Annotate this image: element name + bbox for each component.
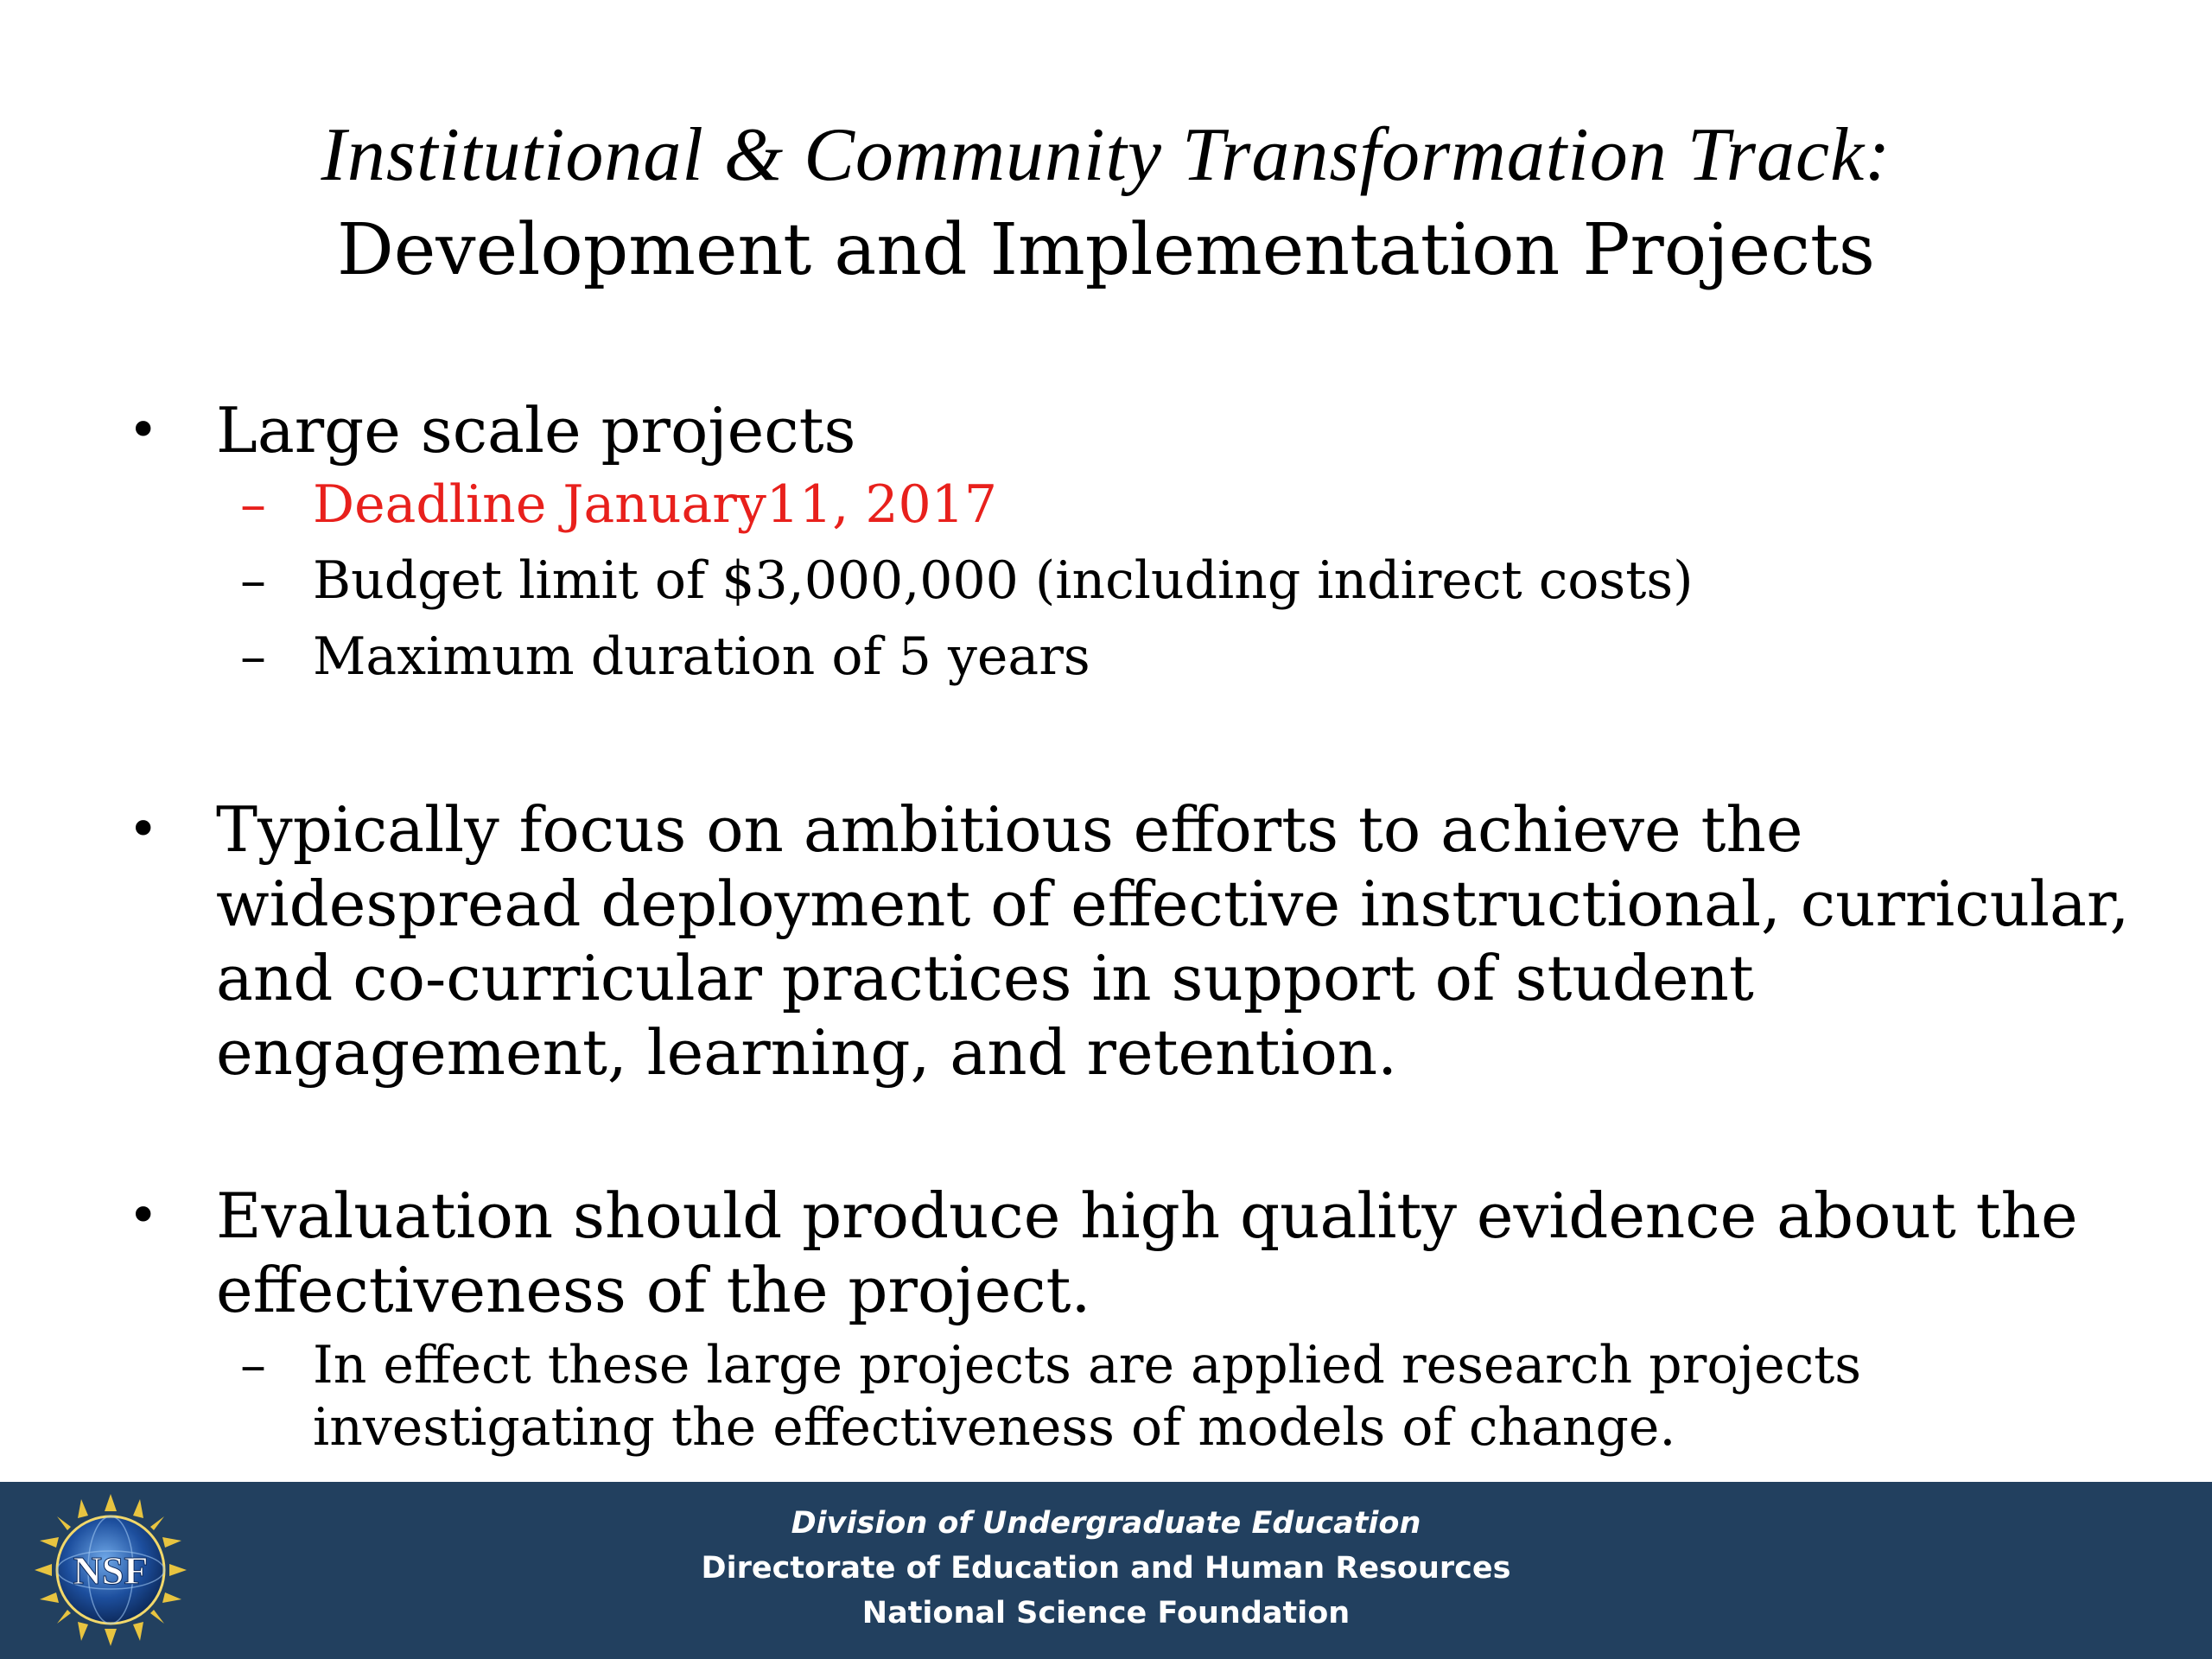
- slide-title: [0, 108, 2212, 298]
- dash-marker: –: [240, 550, 266, 611]
- sub-bullet-text: Budget limit of $3,000,000 (including indirect costs): [313, 550, 1694, 611]
- sub-bullet-text: Maximum duration of 5 years: [313, 626, 1090, 687]
- sub-bullet-text: In effect these large projects are applied research projects investigating the effectiveness of models of change.: [313, 1335, 1862, 1458]
- bullet-item: [0, 1179, 2212, 1327]
- dash-marker: –: [240, 1335, 266, 1395]
- bullet-text: Typically focus on ambitious efforts to achieve the widespread deployment of effective instructional, curricular, and co-curricular practices in support of student engagement, learning, and retention.: [216, 793, 2130, 1089]
- bullet-marker: •: [128, 1185, 159, 1246]
- bullet-item: [0, 792, 2212, 1090]
- footer-bar: [0, 1482, 2212, 1659]
- sub-bullet-budget: [0, 549, 2212, 613]
- bullet-group-focus: [0, 792, 2212, 1090]
- sub-bullet-duration: [0, 625, 2212, 689]
- footer-division: Division of Undergraduate Education: [791, 1506, 1421, 1541]
- dash-marker: –: [240, 626, 266, 687]
- bullet-item: [0, 393, 2212, 467]
- bullet-text: Large scale projects: [216, 394, 856, 467]
- bullet-group-evaluation: [0, 1179, 2212, 1459]
- nsf-logo-text: NSF: [73, 1548, 149, 1592]
- footer-text: [0, 1501, 2212, 1636]
- title-track-name: Institutional & Community Transformation Track:: [321, 113, 1891, 197]
- dash-marker: –: [240, 474, 266, 535]
- bullet-group-large-scale: [0, 393, 2212, 689]
- title-project-type: Development and Implementation Projects: [337, 209, 1875, 291]
- sub-bullet-research: [0, 1334, 2212, 1459]
- bullet-text: Evaluation should produce high quality evidence about the effectiveness of the project.: [216, 1179, 2078, 1326]
- footer-foundation: National Science Foundation: [861, 1596, 1351, 1630]
- sub-bullet-text: Deadline January11, 2017: [313, 474, 998, 535]
- bullet-marker: •: [128, 400, 159, 461]
- sub-bullet-deadline: [0, 473, 2212, 537]
- bullet-marker: •: [128, 799, 159, 860]
- footer-directorate: Directorate of Education and Human Resources: [701, 1551, 1511, 1586]
